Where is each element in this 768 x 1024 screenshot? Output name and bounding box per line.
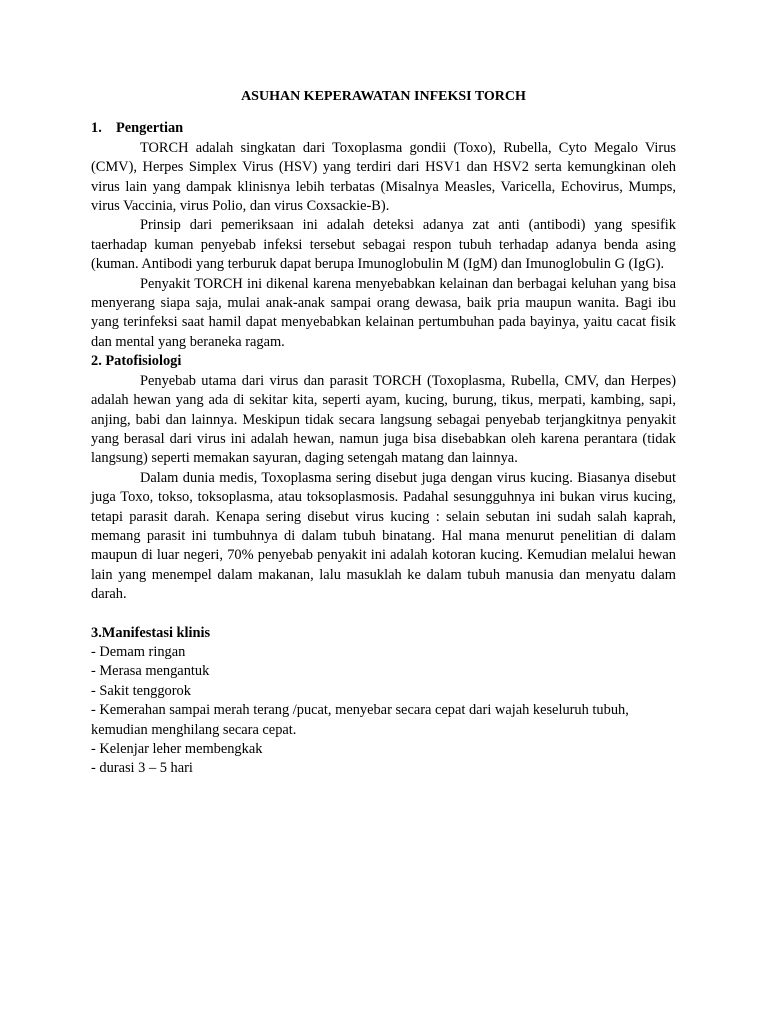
paragraph: Dalam dunia medis, Toxoplasma sering disebut juga dengan virus kucing. Biasanya disebut juga Toxo, tokso, toksoplasma, atau toksoplasmosis. Padahal sesungguhnya ini bukan virus kucing, tetapi parasit darah. Kenapa sering disebut virus kucing : selain sebutan ini sudah salah kaprah, memang parasit ini tumbuhnya di dalam tubuh binatang. Hal mana menurut penelitian di dalam maupun di luar negeri, 70% penyebab penyakit ini adalah kotoran kucing. Kemudian melalui hewan lain yang menempel dalam makanan, lalu masuklah ke dalam tubuh manusia dan menyatu dalam darah. [91,469,676,603]
paragraph: Penyakit TORCH ini dikenal karena menyebabkan kelainan dan berbagai keluhan yang bisa menyerang siapa saja, mulai anak-anak sampai orang dewasa, baik pria maupun wanita. Bagi ibu yang terinfeksi saat hamil dapat menyebabkan kelainan pertumbuhan pada bayinya, yaitu cacat fisik dan mental yang beraneka ragam. [91,275,676,350]
list-item: - Merasa mengantuk [91,663,210,680]
paragraph: TORCH adalah singkatan dari Toxoplasma gondii (Toxo), Rubella, Cyto Megalo Virus (CMV), Herpes Simplex Virus (HSV) yang terdiri dari HSV1 dan HSV2 serta kemungkinan oleh virus lain yang dampak klinisnya lebih terbatas (Misalnya Measles, Varicella, Echovirus, Mumps, virus Vaccinia, virus Polio, dan virus Coxsackie-B). [91,139,676,215]
list-item: - Kemerahan sampai merah terang /pucat, menyebar secara cepat dari wajah keseluruh tubuh, kemudian menghilang secara cepat. [91,702,629,738]
section-heading-pengertian [91,119,676,138]
section-heading-patofisiologi: 2. Patofisiologi [91,353,182,370]
symptom-list [91,643,676,779]
document-title: ASUHAN KEPERAWATAN INFEKSI TORCH [241,89,526,104]
paragraph: Penyebab utama dari virus dan parasit TORCH (Toxoplasma, Rubella, CMV, dan Herpes) adalah hewan yang ada di sekitar kita, seperti ayam, kucing, burung, tikus, merpati, kambing, sapi, anjing, babi dan lainnya. Meskipun tidak secara langsung sebagai penyebab terjangkitnya penyakit yang berasal dari virus ini adalah hewan, namun juga bisa disebabkan oleh karena perantara (tidak langsung) seperti memakan sayuran, daging setengah matang dan lainnya. [91,372,676,467]
section-number: 1. [91,120,102,137]
section-heading-label: Pengertian [116,120,184,137]
document-body [91,87,676,779]
list-item: - Sakit tenggorok [91,682,191,699]
blank-line [91,605,676,624]
paragraph: Prinsip dari pemeriksaan ini adalah deteksi adanya zat anti (antibodi) yang spesifik taerhadap kuman penyebab infeksi tersebut sebagai respon tubuh terhadap adanya benda asing (kuman. Antibodi yang terburuk dapat berupa Imunoglobulin M (IgM) dan Imunoglobulin G (IgG). [91,217,676,273]
list-item: - Demam ringan [91,643,186,660]
section-heading-manifestasi: 3.Manifestasi klinis [91,624,211,641]
list-item: - durasi 3 – 5 hari [91,760,193,777]
list-item: - Kelenjar leher membengkak [91,741,263,757]
